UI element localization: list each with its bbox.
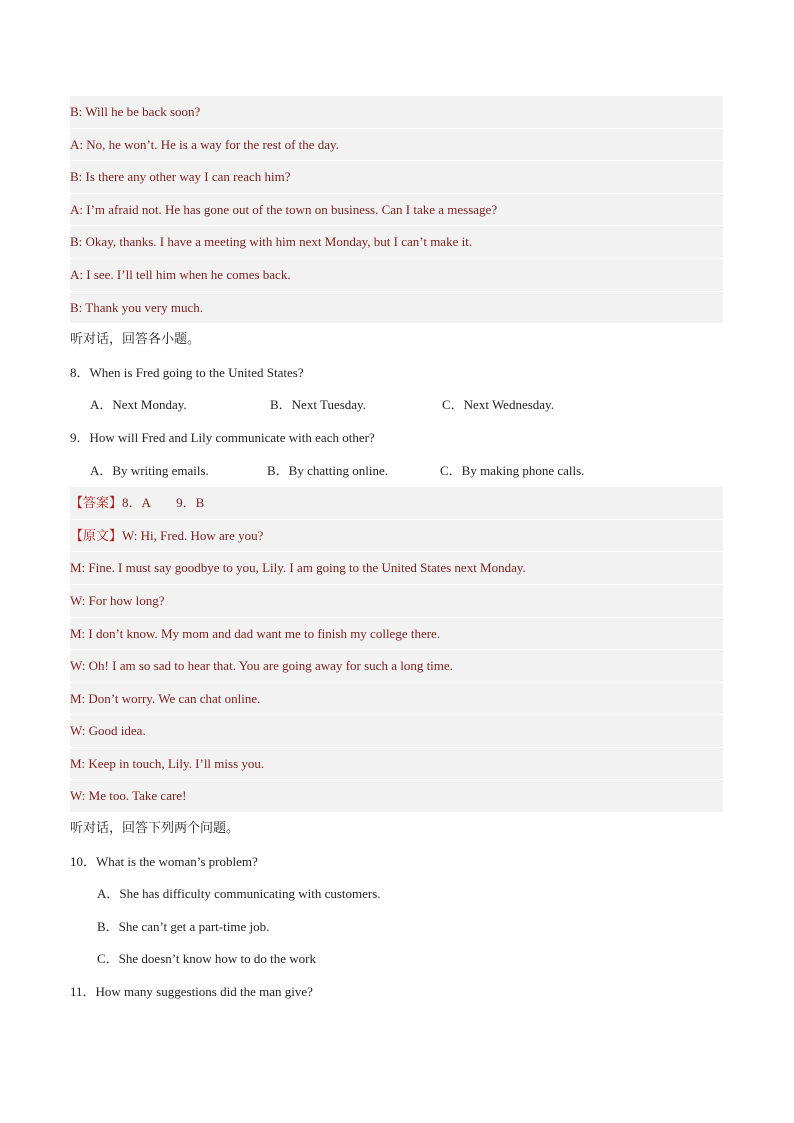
dialogue-line: B: Is there any other way I can reach him? xyxy=(70,161,723,194)
question-8-options xyxy=(70,389,723,422)
option-b: B．Next Tuesday. xyxy=(270,397,366,413)
question-10-option-c: C．She doesn’t know how to do the work xyxy=(97,951,316,967)
question-11-stem: 11．How many suggestions did the man give? xyxy=(70,984,313,1000)
dialogue-line: B: Will he be back soon? xyxy=(70,96,723,129)
dialogue-line: B: Okay, thanks. I have a meeting with him next Monday, but I can’t make it. xyxy=(70,226,723,259)
question-8-stem: 8．When is Fred going to the United States? xyxy=(70,364,304,380)
transcript-line: M: I don’t know. My mom and dad want me to finish my college there. xyxy=(70,618,723,651)
answer-text: 8．A 9．B xyxy=(122,495,205,511)
transcript-tag: 【原文】 xyxy=(70,528,123,544)
transcript-line: M: Keep in touch, Lily. I’ll miss you. xyxy=(70,748,723,781)
question-9-options xyxy=(70,455,723,488)
transcript-line: W: For how long? xyxy=(70,585,723,618)
question-10-option-a: A．She has difficulty communicating with customers. xyxy=(97,886,381,902)
transcript-line: M: Fine. I must say goodbye to you, Lily. I am going to the United States next Monday. xyxy=(70,552,723,585)
transcript-line: W: Oh! I am so sad to hear that. You are going away for such a long time. xyxy=(70,650,723,683)
dialogue-line: B: Thank you very much. xyxy=(70,292,723,325)
option-b: B．By chatting online. xyxy=(267,462,388,478)
option-a: A．Next Monday. xyxy=(90,397,187,413)
instruction-text: 听对话，回答下列两个问题。 xyxy=(70,821,240,837)
transcript-line: W: Good idea. xyxy=(70,715,723,748)
document-page xyxy=(70,96,723,1009)
question-10-option-b: B．She can’t get a part-time job. xyxy=(97,918,270,934)
option-c: C．By making phone calls. xyxy=(440,462,585,478)
option-a: A．By writing emails. xyxy=(90,462,209,478)
answer-line xyxy=(70,487,723,520)
transcript-line: W: Me too. Take care! xyxy=(70,780,723,813)
question-9-stem: 9．How will Fred and Lily communicate with each other? xyxy=(70,429,375,445)
option-c: C．Next Wednesday. xyxy=(442,397,554,413)
dialogue-line: A: No, he won’t. He is a way for the rest of the day. xyxy=(70,129,723,162)
question-10-stem: 10．What is the woman’s problem? xyxy=(70,853,258,869)
answer-tag: 【答案】 xyxy=(70,496,123,512)
transcript-line: 【原文】W: Hi, Fred. How are you? xyxy=(70,520,723,553)
instruction-text: 听对话，回答各小题。 xyxy=(70,332,201,348)
transcript-line: M: Don’t worry. We can chat online. xyxy=(70,683,723,716)
dialogue-line: A: I’m afraid not. He has gone out of the town on business. Can I take a message? xyxy=(70,194,723,227)
dialogue-line: A: I see. I’ll tell him when he comes back. xyxy=(70,259,723,292)
